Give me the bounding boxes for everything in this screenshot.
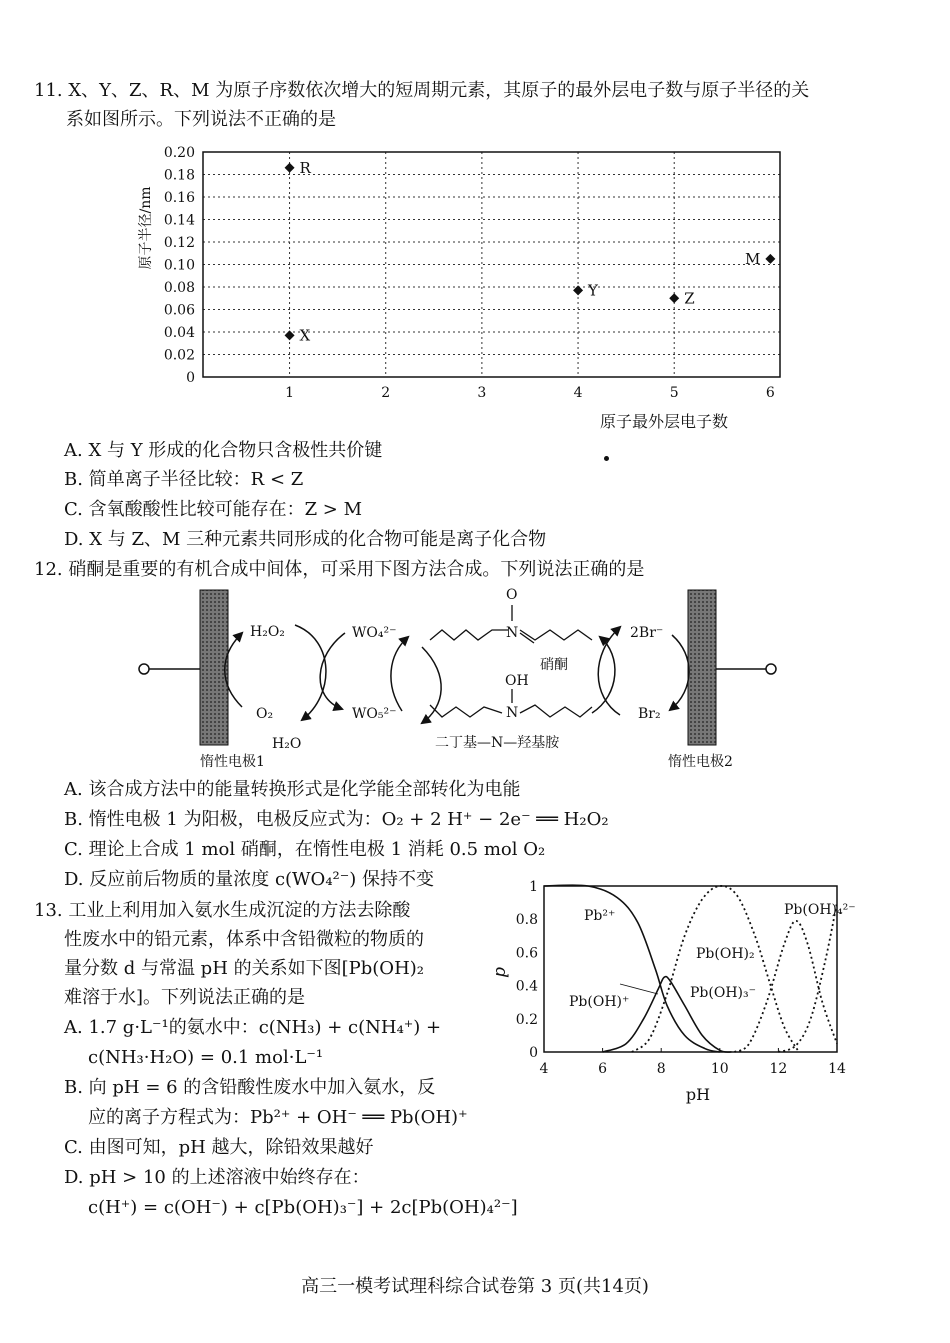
y-tick-label: 0.6 [515, 945, 538, 962]
page-footer: 高三一模考试理科综合试卷第 3 页(共14页) [301, 1276, 649, 1297]
y-tick-label: 0.2 [515, 1011, 538, 1028]
y-tick-label: 1 [529, 879, 538, 895]
x-axis-label: pH [685, 1085, 711, 1104]
amine-n: N [506, 705, 519, 721]
q11-option-a: A. X 与 Y 形成的化合物只含极性共价键 [64, 440, 383, 461]
y-tick-label: 0.8 [515, 912, 538, 929]
q13-distribution-chart [488, 872, 858, 1107]
y-tick-label: 0.16 [163, 190, 195, 206]
x-axis-label: 原子最外层电子数 [599, 412, 729, 431]
electrode-2 [688, 590, 716, 745]
h2o2-label: H₂O₂ [250, 624, 285, 640]
q13-option-a-line2: c(NH₃·H₂O) = 0.1 mol·L⁻¹ [88, 1047, 324, 1068]
y-axis-label: 原子半径/nm [138, 186, 154, 270]
point-R [285, 163, 295, 173]
x-tick-label: 14 [828, 1061, 846, 1077]
q12-option-b: B. 惰性电极 1 为阳极，电极反应式为：O₂ + 2 H⁺ − 2e⁻ ══ H₂O₂ [64, 809, 609, 830]
wo5-label: WO₅²⁻ [352, 706, 397, 722]
q12-stem: 12. 硝酮是重要的有机合成中间体，可采用下图方法合成。下列说法正确的是 [34, 559, 645, 580]
q13-option-d-line1: D. pH > 10 的上述溶液中始终存在： [64, 1167, 370, 1188]
x-tick-label: 12 [769, 1061, 788, 1077]
y-tick-label: 0.18 [163, 167, 195, 184]
br-minus-label: 2Br⁻ [630, 625, 664, 641]
y-tick-label: 0 [186, 370, 195, 386]
q13-option-c: C. 由图可知，pH 越大，除铅效果越好 [64, 1137, 374, 1158]
q13-stem-line2: 性废水中的铅元素，体系中含铅微粒的物质的 [64, 929, 424, 950]
series-line-0 [544, 885, 720, 1052]
q12-option-c: C. 理论上合成 1 mol 硝酮，在惰性电极 1 消耗 0.5 mol O₂ [64, 839, 546, 860]
wo4-label: WO₄²⁻ [352, 625, 397, 641]
point-label-M: M [745, 249, 761, 268]
nitrone-label: 硝酮 [540, 657, 568, 673]
label-pboh2: Pb(OH)₂ [696, 946, 755, 962]
label-pboh3-minus: Pb(OH)₃⁻ [690, 985, 756, 1001]
x-tick-label: 6 [765, 385, 775, 401]
q12-option-d: D. 反应前后物质的量浓度 c(WO₄²⁻) 保持不变 [64, 869, 434, 890]
amine-oh: OH [505, 673, 529, 689]
q13-option-a-line1: A. 1.7 g·L⁻¹的氨水中：c(NH₃) + c(NH₄⁺) + [64, 1017, 442, 1038]
x-tick-label: 3 [477, 385, 487, 401]
q11-option-d: D. X 与 Z、M 三种元素共同形成的化合物可能是离子化合物 [64, 529, 547, 550]
x-tick-label: 4 [573, 385, 583, 401]
label-pboh-plus: Pb(OH)⁺ [569, 994, 630, 1010]
electrode-1 [200, 590, 228, 745]
stray-dot [604, 456, 609, 461]
nitrone-o: O [506, 587, 518, 603]
q11-option-c: C. 含氧酸酸性比较可能存在：Z > M [64, 499, 363, 520]
q13-option-b-line2: 应的离子方程式为：Pb²⁺ + OH⁻ ══ Pb(OH)⁺ [88, 1107, 468, 1128]
label-pb2plus: Pb²⁺ [584, 908, 616, 924]
x-tick-label: 4 [539, 1061, 549, 1077]
q13-option-d-line2: c(H⁺) = c(OH⁻) + c[Pb(OH)₃⁻] + 2c[Pb(OH)₄²⁻] [88, 1197, 518, 1218]
point-label-R: R [299, 158, 311, 177]
h2o-label: H₂O [272, 736, 302, 752]
q12-electrolysis-diagram [130, 585, 790, 775]
terminal-left [139, 664, 149, 674]
point-label-X: X [299, 326, 311, 345]
q11-option-b: B. 简单离子半径比较：R < Z [64, 469, 304, 490]
point-label-Y: Y [588, 281, 598, 300]
series-line-2 [632, 886, 799, 1052]
label-pboh4-2minus: Pb(OH)₄²⁻ [784, 902, 856, 918]
point-label-Z: Z [684, 289, 695, 308]
series-line-4 [778, 903, 837, 1052]
y-axis-label: d [491, 967, 511, 978]
y-tick-label: 0.12 [163, 235, 195, 251]
x-tick-label: 8 [656, 1061, 666, 1077]
q13-stem-line3: 量分数 d 与常温 pH 的关系如下图[Pb(OH)₂ [64, 958, 424, 979]
point-M [765, 254, 775, 264]
y-tick-label: 0.08 [163, 280, 195, 296]
q13-stem-line1: 13. 工业上利用加入氨水生成沉淀的方法去除酸 [34, 900, 411, 921]
o2-label: O₂ [256, 706, 274, 722]
y-tick-label: 0.14 [163, 212, 195, 229]
y-tick-label: 0.20 [163, 145, 195, 161]
x-tick-label: 5 [669, 385, 679, 401]
y-tick-label: 0.10 [163, 257, 195, 274]
x-tick-label: 10 [710, 1061, 729, 1077]
terminal-right [766, 664, 776, 674]
x-tick-label: 1 [285, 385, 295, 401]
q11-stem-line1: 11. X、Y、Z、R、M 为原子序数依次增大的短周期元素，其原子的最外层电子数与原子半径的关 [34, 80, 810, 101]
y-tick-label: 0.02 [163, 347, 195, 364]
x-tick-label: 6 [598, 1061, 608, 1077]
amine-label: 二丁基—N—羟基胺 [435, 735, 560, 751]
y-tick-label: 0.06 [163, 302, 195, 319]
q11-scatter-chart [120, 138, 800, 438]
y-tick-label: 0 [529, 1045, 538, 1061]
electrode-2-label: 惰性电极2 [668, 754, 733, 770]
x-tick-label: 2 [381, 385, 391, 401]
nitrone-n: N [506, 625, 519, 641]
electrode-1-label: 惰性电极1 [200, 754, 265, 770]
y-tick-label: 0.4 [515, 978, 538, 995]
q13-stem-line4: 难溶于水]。下列说法正确的是 [64, 987, 306, 1008]
point-Z [669, 293, 679, 303]
q12-option-a: A. 该合成方法中的能量转换形式是化学能全部转化为电能 [64, 779, 521, 800]
q11-stem-line2: 系如图所示。下列说法不正确的是 [66, 109, 336, 130]
br2-label: Br₂ [638, 706, 661, 722]
q13-option-b-line1: B. 向 pH = 6 的含铅酸性废水中加入氨水，反 [64, 1077, 436, 1098]
y-tick-label: 0.04 [163, 325, 195, 341]
